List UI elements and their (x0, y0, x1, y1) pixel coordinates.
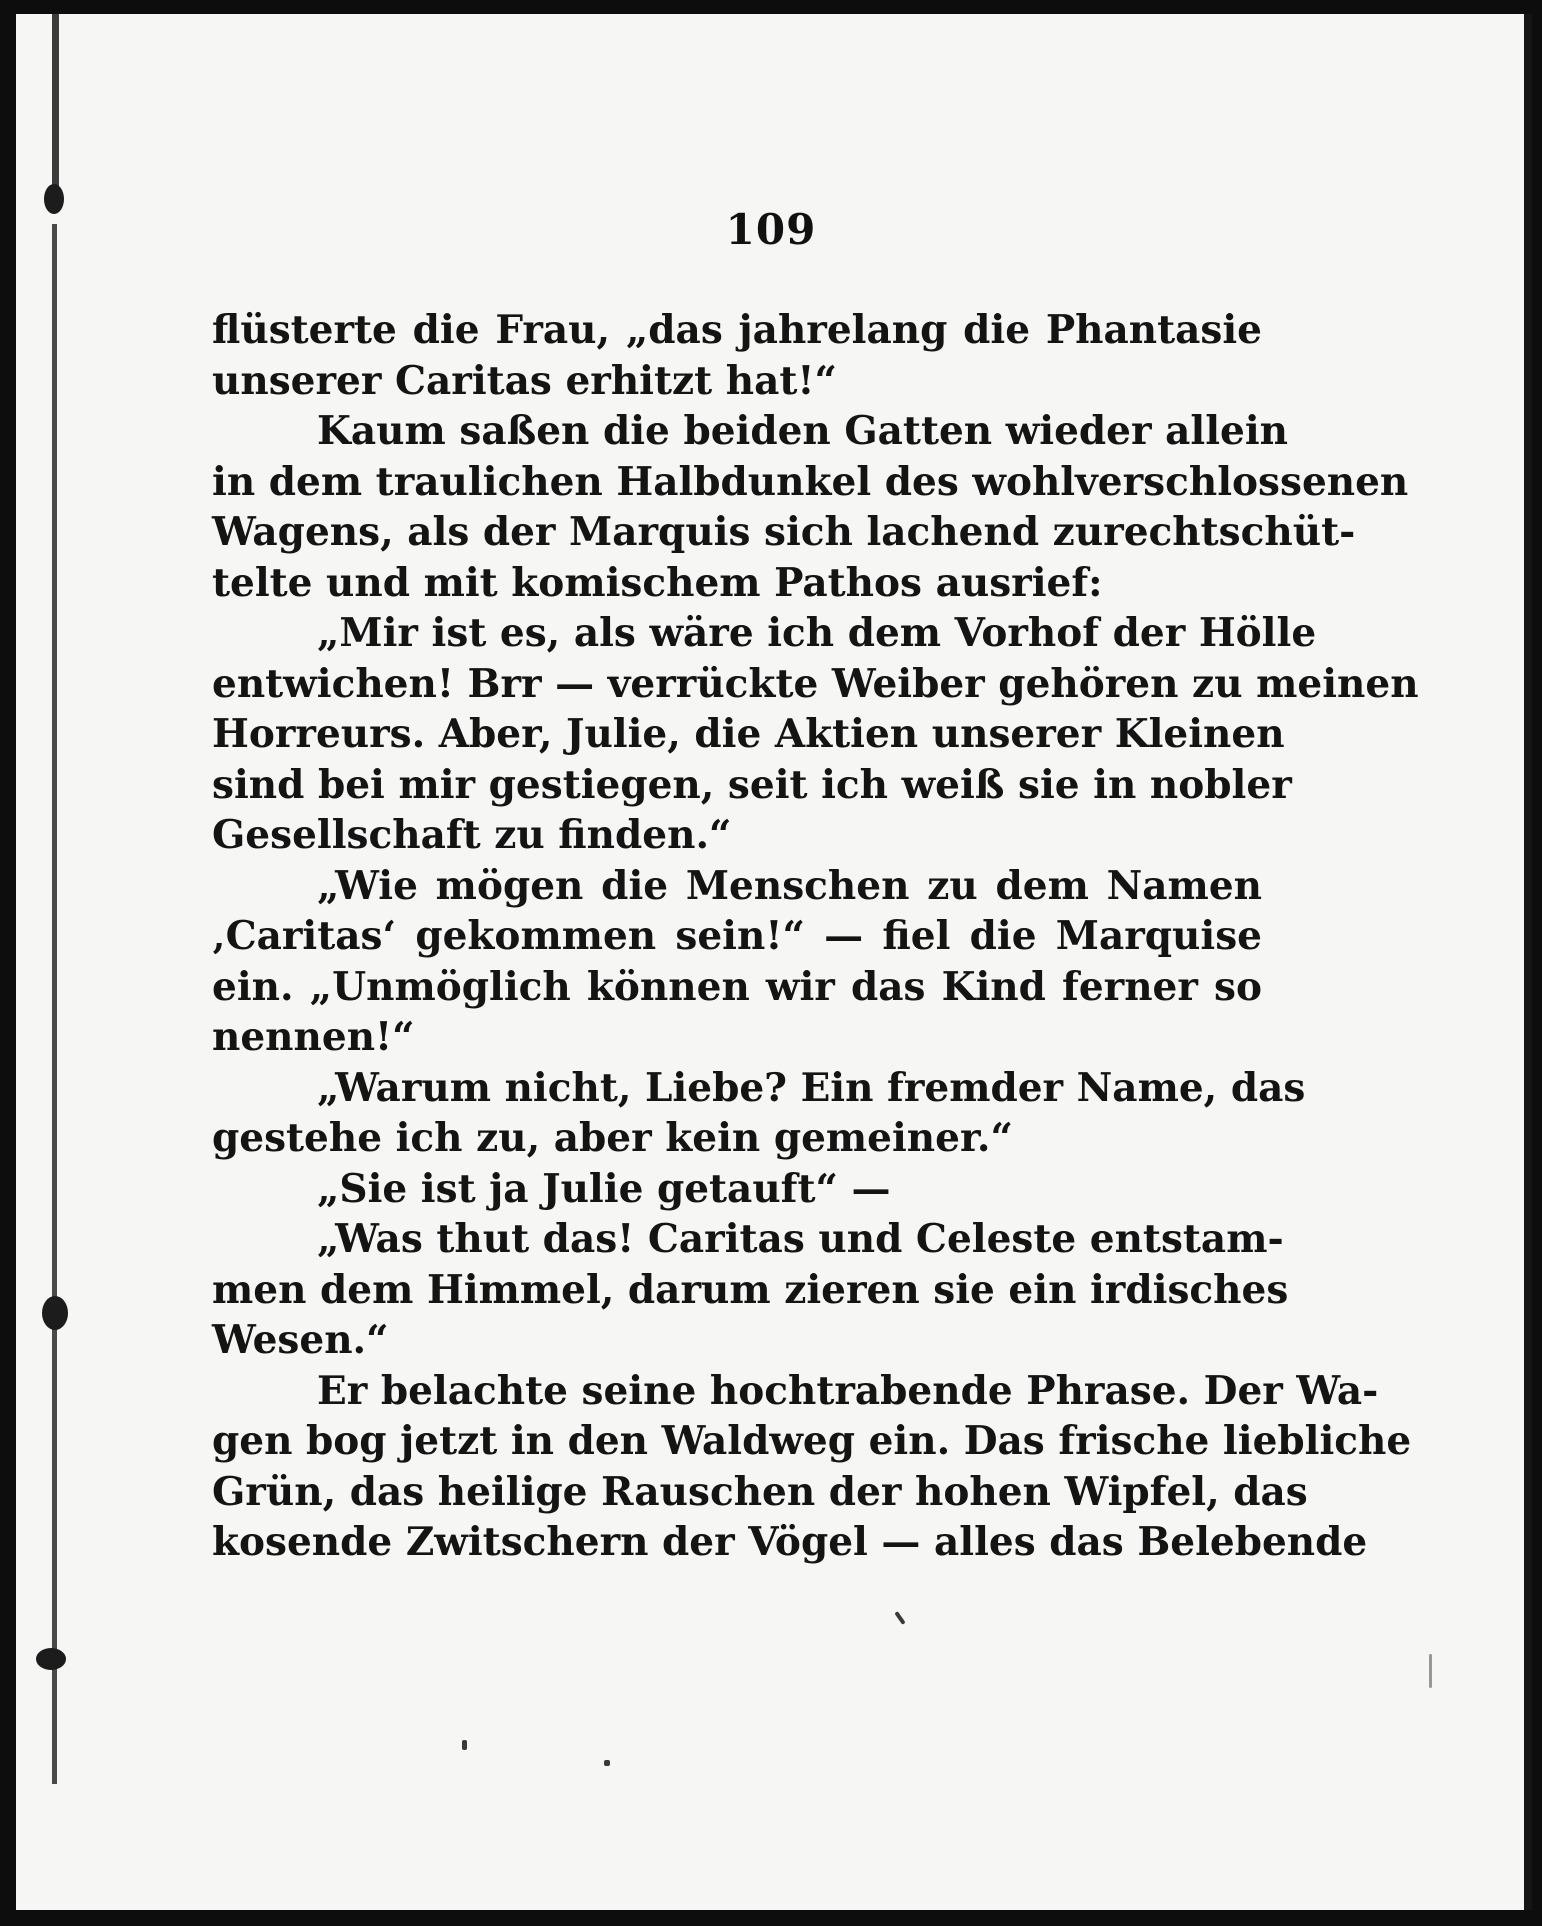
paper-speck (604, 1760, 610, 1766)
text-line: telte und mit komischem Pathos ausrief: (212, 559, 1103, 606)
page-number: 109 (725, 205, 817, 254)
body-text (212, 305, 1419, 1568)
paper-speck (1429, 1654, 1432, 1688)
binding-edge (52, 224, 57, 1784)
text-line: unserer Caritas erhitzt hat!“ (212, 357, 837, 404)
binding-mark (36, 1648, 66, 1670)
binding-edge-top (52, 14, 59, 189)
text-line: „Mir ist es, als wäre ich dem Vorhof der Hölle (317, 610, 1317, 656)
paper-speck (894, 1611, 905, 1625)
text-line: gestehe ich zu, aber kein gemeiner.“ (212, 1115, 1013, 1161)
text-line: Wagens, als der Marquis sich lachend zurechtschüt- (212, 509, 1356, 555)
text-line: in dem traulichen Halbdunkel des wohlverschlossenen (212, 458, 1409, 505)
text-line: Wesen.“ (212, 1317, 389, 1363)
text-line: „Wie mögen die Menschen zu dem Namen (317, 862, 1262, 909)
binding-mark (42, 1296, 68, 1330)
text-line: Gesellschaft zu finden.“ (212, 812, 732, 858)
text-line: Er belachte seine hochtrabende Phrase. Der Wa- (317, 1367, 1379, 1414)
text-line: Grün, das heilige Rauschen der hohen Wipfel, das (212, 1468, 1308, 1515)
text-line: Horreurs. Aber, Julie, die Aktien unserer Kleinen (212, 711, 1285, 757)
text-line: gen bog jetzt in den Waldweg ein. Das frische liebliche (212, 1418, 1412, 1464)
text-line: nennen!“ (212, 1014, 415, 1060)
paper-speck (462, 1740, 467, 1750)
text-line: ‚Caritas‘ gekommen sein!“ — fiel die Marquise (212, 913, 1262, 959)
text-line: „Sie ist ja Julie getauft“ — (317, 1165, 891, 1212)
text-line: „Warum nicht, Liebe? Ein fremder Name, das (317, 1064, 1306, 1111)
text-line: entwichen! Brr — verrückte Weiber gehören zu meinen (212, 660, 1419, 707)
text-line: kosende Zwitschern der Vögel — alles das Belebende (212, 1519, 1368, 1565)
text-line: „Was thut das! Caritas und Celeste entstam- (317, 1216, 1284, 1262)
text-line: ein. „Unmöglich können wir das Kind ferner so (212, 963, 1262, 1010)
text-line: Kaum saßen die beiden Gatten wieder allein (317, 408, 1289, 454)
text-line: men dem Himmel, darum zieren sie ein irdisches (212, 1266, 1289, 1313)
text-line: sind bei mir gestiegen, seit ich weiß sie in nobler (212, 761, 1292, 808)
text-line: flüsterte die Frau, „das jahrelang die Phantasie (212, 307, 1262, 353)
